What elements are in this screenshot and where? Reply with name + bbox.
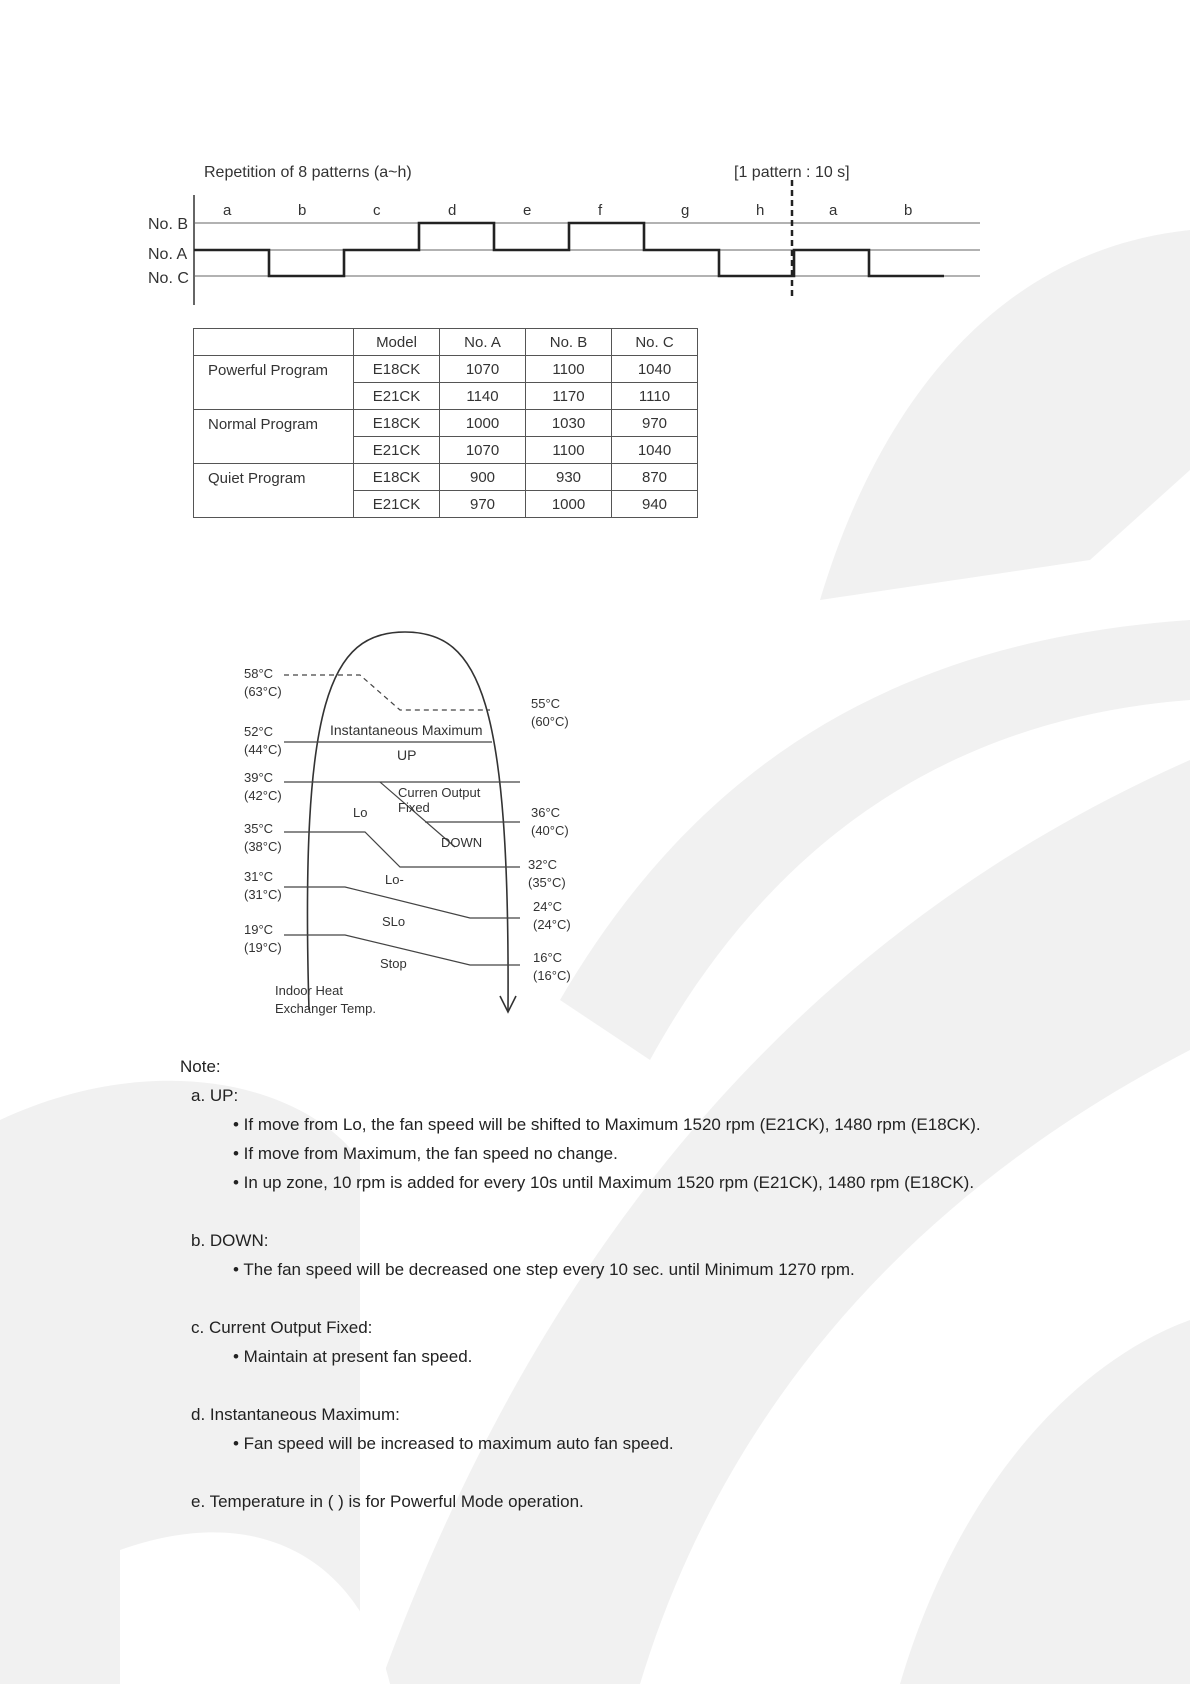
note-bullet: • Maintain at present fan speed. (233, 1347, 473, 1366)
right-temp: 55°C (531, 696, 561, 711)
right-temp: (35°C) (528, 875, 566, 890)
program-name: Quiet Program (194, 464, 354, 518)
notes-title: Note: (180, 1057, 221, 1076)
table-header: Model (354, 329, 440, 356)
table-header: No. B (526, 329, 612, 356)
table-cell: 1140 (440, 383, 526, 410)
left-temp: (31°C) (244, 887, 282, 902)
program-name: Powerful Program (194, 356, 354, 410)
table-cell: E21CK (354, 383, 440, 410)
table-cell: 930 (526, 464, 612, 491)
note-label: a. UP: (191, 1086, 239, 1105)
pattern-letter: e (523, 202, 532, 219)
note-label: d. Instantaneous Maximum: (191, 1405, 400, 1424)
note-bullet: • If move from Maximum, the fan speed no change. (233, 1144, 618, 1163)
pattern-letter: g (681, 202, 690, 219)
table-cell: E18CK (354, 410, 440, 437)
right-temp: (16°C) (533, 968, 571, 983)
note-bullet: • Fan speed will be increased to maximum auto fan speed. (233, 1434, 674, 1453)
row-label-b: No. B (148, 216, 189, 233)
table-cell: 970 (612, 410, 698, 437)
table-header: No. A (440, 329, 526, 356)
pattern-letter: f (598, 202, 603, 219)
table-cell: E18CK (354, 464, 440, 491)
pattern-letter: b (904, 202, 913, 219)
row-label-c: No. C (148, 270, 189, 287)
left-temp: (44°C) (244, 742, 282, 757)
pattern-letter: h (756, 202, 765, 219)
table-cell: 1110 (612, 383, 698, 410)
zone-lo: Lo (353, 805, 368, 820)
note-bullet: • If move from Lo, the fan speed will be shifted to Maximum 1520 rpm (E21CK), 1480 rpm (E18CK). (233, 1115, 981, 1134)
table-cell: E21CK (354, 491, 440, 518)
left-temp: 39°C (244, 770, 274, 785)
waveform-title: Repetition of 8 patterns (a~h) (204, 164, 412, 181)
zone-instantaneous-maximum: Instantaneous Maximum (330, 722, 483, 738)
zone-slo: SLo (382, 914, 406, 929)
pattern-letter: a (223, 202, 232, 219)
right-temp: 16°C (533, 950, 563, 965)
table-cell: 1070 (440, 437, 526, 464)
table-cell: 1030 (526, 410, 612, 437)
right-temp: (24°C) (533, 917, 571, 932)
table-cell: 900 (440, 464, 526, 491)
right-temp: 24°C (533, 899, 563, 914)
right-temp: (40°C) (531, 823, 569, 838)
table-cell: 1170 (526, 383, 612, 410)
table-cell: 1040 (612, 437, 698, 464)
note-label: b. DOWN: (191, 1231, 269, 1250)
pattern-letter: d (448, 202, 457, 219)
zone-curren-output: Curren Output (398, 785, 481, 800)
left-temp: (38°C) (244, 839, 282, 854)
left-temp: 52°C (244, 724, 274, 739)
left-temp: 19°C (244, 922, 274, 937)
table-cell: E18CK (354, 356, 440, 383)
table-cell: 1100 (526, 356, 612, 383)
right-temp: 32°C (528, 857, 558, 872)
note-bullet: • The fan speed will be decreased one step every 10 sec. until Minimum 1270 rpm. (233, 1260, 855, 1279)
program-name: Normal Program (194, 410, 354, 464)
temperature-arc (307, 632, 508, 1010)
zone-up: UP (397, 747, 417, 763)
table-header: No. C (612, 329, 698, 356)
note-bullet: • In up zone, 10 rpm is added for every 10s until Maximum 1520 rpm (E21CK), 1480 rpm (E18CK). (233, 1173, 975, 1192)
table-cell: 1070 (440, 356, 526, 383)
table-cell: E21CK (354, 437, 440, 464)
table-cell: 1100 (526, 437, 612, 464)
left-temp: 35°C (244, 821, 274, 836)
threshold-58 (284, 675, 490, 710)
pattern-letter: b (298, 202, 307, 219)
table-cell: 1000 (526, 491, 612, 518)
zone-lo-minus: Lo- (385, 872, 404, 887)
note-label: c. Current Output Fixed: (191, 1318, 373, 1337)
threshold-35 (284, 832, 520, 867)
axis-label: Indoor Heat (275, 983, 343, 998)
waveform-period: [1 pattern : 10 s] (734, 164, 850, 181)
zone-stop: Stop (380, 956, 407, 971)
pattern-letter: a (829, 202, 838, 219)
zone-down: DOWN (441, 835, 483, 850)
left-temp: 58°C (244, 666, 274, 681)
left-temp: (42°C) (244, 788, 282, 803)
row-label-a: No. A (148, 246, 188, 263)
table-cell: 870 (612, 464, 698, 491)
table-cell: 1000 (440, 410, 526, 437)
left-temp: (63°C) (244, 684, 282, 699)
table-cell: 1040 (612, 356, 698, 383)
table-cell: 970 (440, 491, 526, 518)
axis-label: Exchanger Temp. (275, 1001, 376, 1016)
right-temp: 36°C (531, 805, 561, 820)
note-label: e. Temperature in ( ) is for Powerful Mode operation. (191, 1492, 584, 1511)
zone-fixed: Fixed (398, 800, 430, 815)
pattern-letter: c (373, 202, 381, 219)
left-temp: (19°C) (244, 940, 282, 955)
table-cell: 940 (612, 491, 698, 518)
left-temp: 31°C (244, 869, 274, 884)
right-temp: (60°C) (531, 714, 569, 729)
